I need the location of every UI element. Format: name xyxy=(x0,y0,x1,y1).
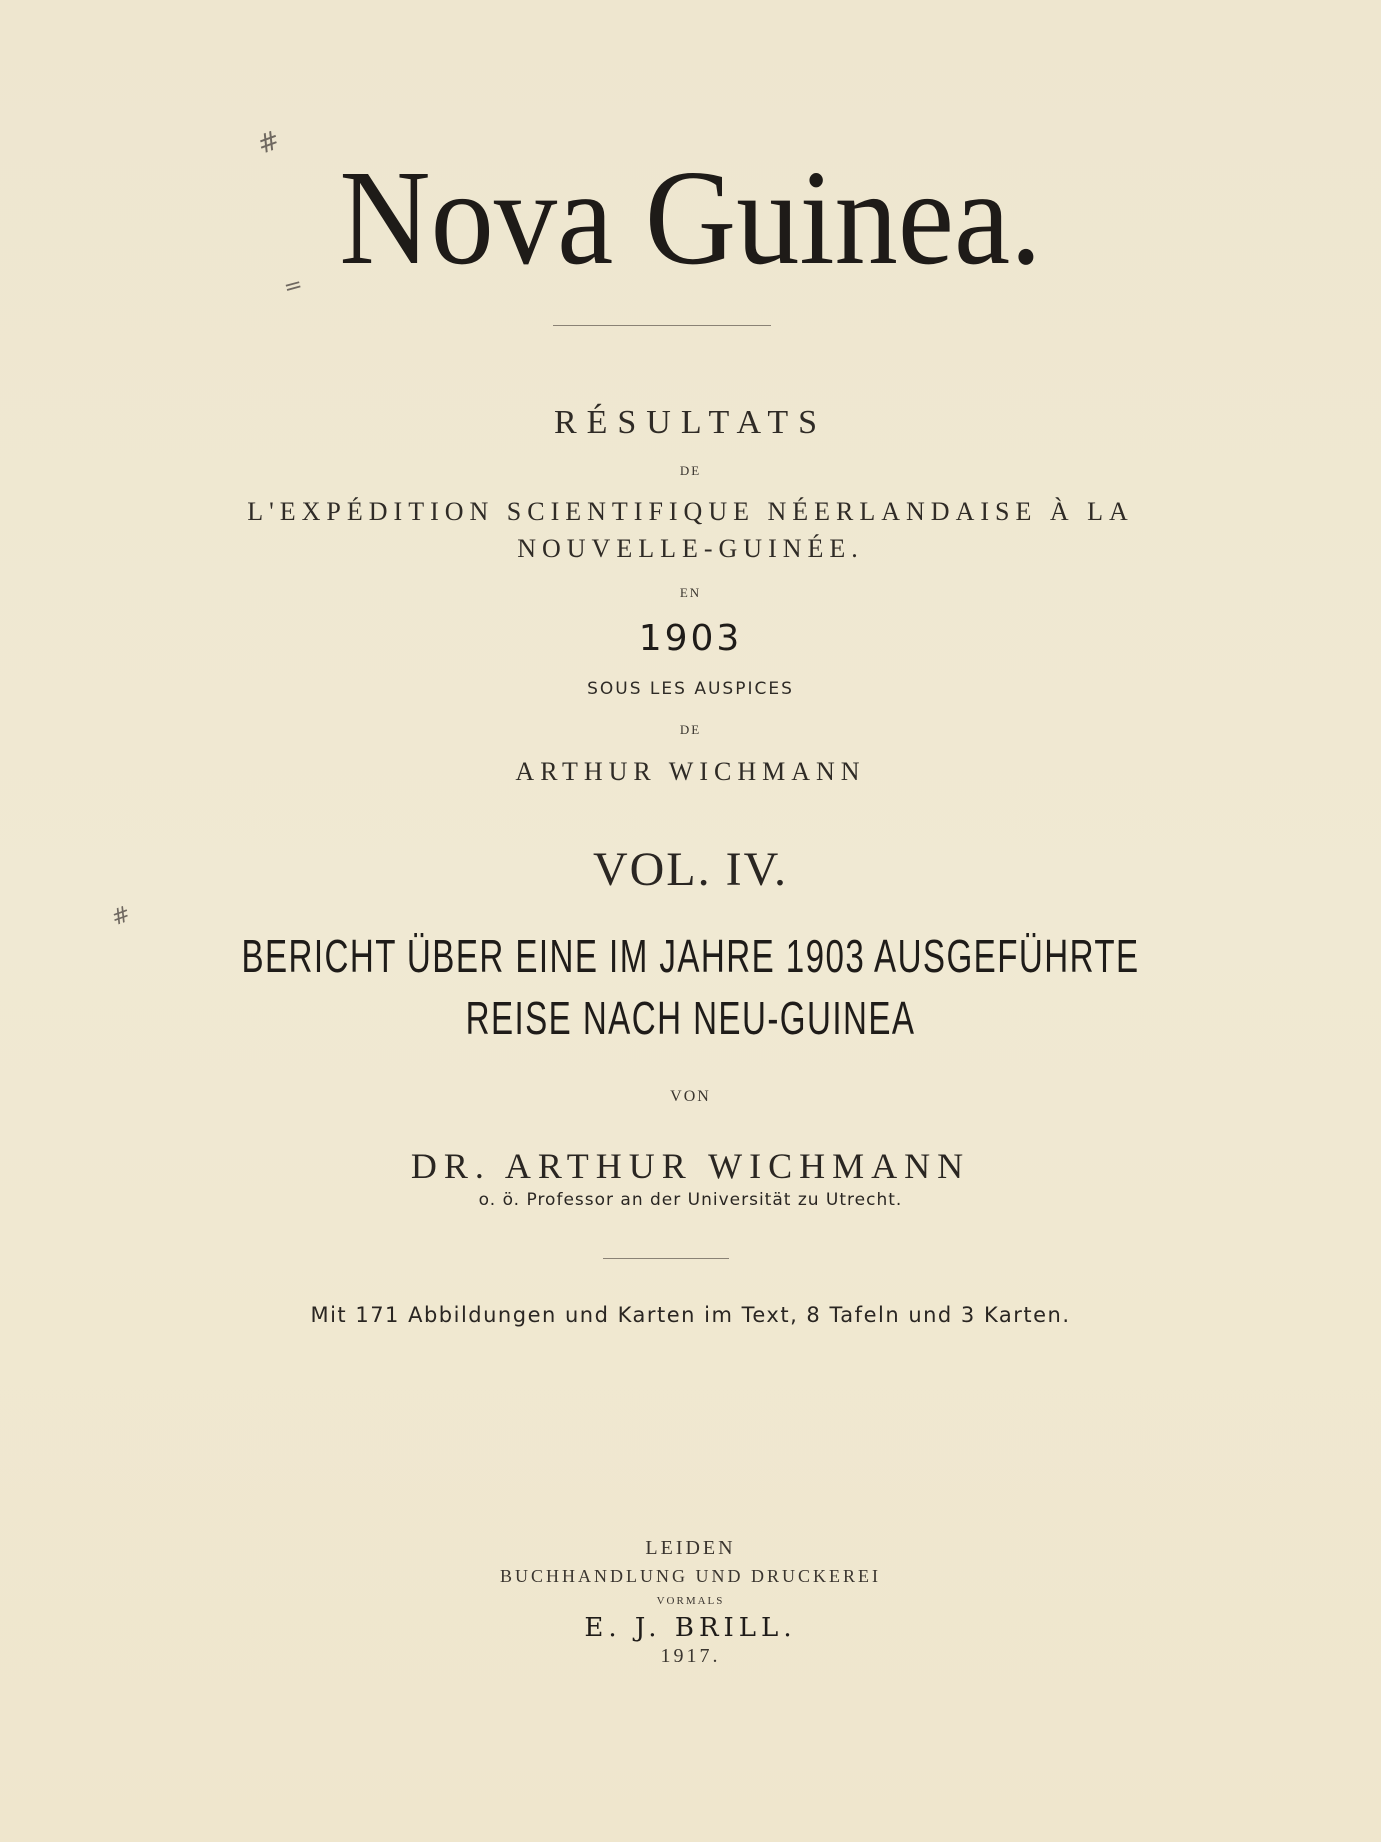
author-title: o. ö. Professor an der Universität zu Utrecht. xyxy=(478,1190,903,1210)
de-label-2: DE xyxy=(679,722,702,737)
expedition-year: 1903 xyxy=(638,618,743,659)
illustrations-note: Mit 171 Abbildungen und Karten im Text, 8 Tafeln und 3 Karten. xyxy=(310,1303,1071,1327)
publisher-line: BUCHHANDLUNG UND DRUCKEREI xyxy=(500,1566,881,1586)
pencil-equals-mark: = xyxy=(281,272,306,301)
expedition-line-2: NOUVELLE-GUINÉE. xyxy=(517,534,864,563)
von-label: VON xyxy=(670,1088,711,1105)
pencil-hash-mark-2: # xyxy=(108,901,135,932)
publication-year: 1917. xyxy=(660,1645,721,1667)
publisher-name: E. J. BRILL. xyxy=(584,1613,797,1643)
en-label: EN xyxy=(679,585,702,600)
subtitle-line-2: REISE NACH NEU-GUINEA xyxy=(465,992,916,1044)
de-label-1: DE xyxy=(679,463,702,478)
subtitle-line-1: BERICHT ÜBER EINE IM JAHRE 1903 AUSGEFÜHRTE xyxy=(241,930,1140,982)
expedition-line-1: L'EXPÉDITION SCIENTIFIQUE NÉERLANDAISE À LA xyxy=(247,497,1134,526)
title-rule xyxy=(553,325,771,326)
resultats-heading: RÉSULTATS xyxy=(553,404,828,441)
author-prefix: DR. xyxy=(410,1146,491,1186)
publisher-city: LEIDEN xyxy=(645,1537,736,1559)
auspices-label: SOUS LES AUSPICES xyxy=(587,679,794,699)
pencil-hash-mark: # xyxy=(253,125,285,161)
vormals-label: VORMALS xyxy=(656,1595,725,1607)
author-rule xyxy=(603,1258,729,1259)
author-name: ARTHUR WICHMANN xyxy=(504,1146,971,1186)
volume-label: VOL. IV. xyxy=(592,843,789,896)
author-line xyxy=(0,1145,1381,1187)
book-title: Nova Guinea. xyxy=(339,143,1042,293)
patron-name: ARTHUR WICHMANN xyxy=(515,757,866,786)
